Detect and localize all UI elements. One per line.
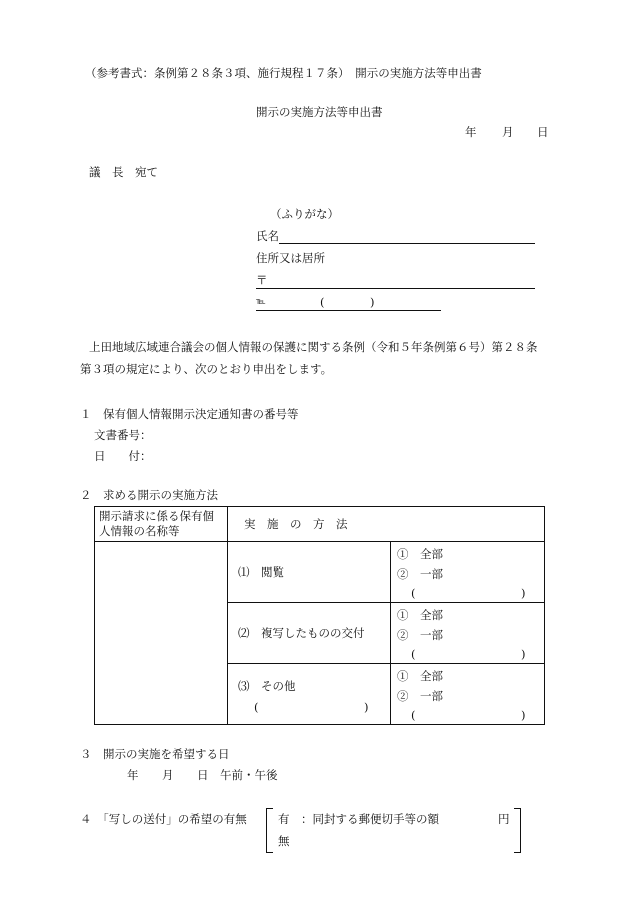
preferred-year-label: 年 — [127, 768, 139, 782]
method-cell-2 — [228, 603, 391, 664]
doc-date-label: 日 付： — [94, 449, 152, 463]
postal-mark: 〒 — [256, 273, 268, 287]
document-title: 開示の実施方法等申出書 — [256, 105, 383, 119]
table-header-row — [95, 507, 545, 542]
preferred-day-label: 日 — [197, 768, 209, 782]
option-paren-close: ) — [521, 708, 526, 722]
option-partial[interactable]: ② 一部 — [397, 567, 443, 581]
method-label: ⑵ 複写したものの交付 — [238, 626, 365, 640]
option-paren-open: ( — [411, 586, 416, 600]
option-paren-close: ) — [521, 586, 526, 600]
method-label: ⑴ 閲覧 — [238, 565, 284, 579]
header-info-name: 開示請求に係る保有個人情報の名称等 — [99, 509, 214, 538]
left-bracket — [266, 808, 273, 853]
method-cell-1 — [228, 542, 391, 603]
body-text-line1: 上田地域広域連合議会の個人情報の保護に関する条例（令和５年条例第６号）第２８条 — [89, 340, 538, 354]
tel-label: ℡ — [256, 297, 266, 307]
preferred-month-label: 月 — [162, 768, 174, 782]
method-other-paren-open: ( — [254, 700, 259, 714]
preferred-ampm[interactable]: 午前・午後 — [220, 768, 278, 782]
option-paren-open: ( — [411, 647, 416, 661]
option-paren-open: ( — [411, 708, 416, 722]
info-name-entry-cell[interactable] — [95, 542, 228, 725]
section3-title: ３ 開示の実施を希望する日 — [80, 747, 230, 761]
name-field-line[interactable] — [279, 243, 535, 244]
method-label: ⑶ その他 — [238, 679, 296, 693]
addressee: 議 長 宛て — [89, 165, 158, 179]
option-all[interactable]: ① 全部 — [397, 608, 443, 622]
tel-paren-open: ( — [320, 295, 325, 309]
date-day-label: 日 — [537, 125, 549, 139]
right-bracket — [514, 808, 521, 853]
header-method: 実 施 の 方 法 — [244, 517, 348, 531]
tel-field-line[interactable] — [256, 310, 441, 311]
section2-title: ２ 求める開示の実施方法 — [80, 488, 218, 502]
option-partial[interactable]: ② 一部 — [397, 628, 443, 642]
address-field-line[interactable] — [256, 288, 535, 289]
option-cell-2 — [391, 603, 545, 664]
disclosure-method-table — [94, 506, 545, 725]
date-month-label: 月 — [502, 125, 514, 139]
option-cell-3 — [391, 664, 545, 725]
table-row — [95, 542, 545, 603]
date-year-label: 年 — [465, 125, 477, 139]
mail-copy-yes[interactable]: 有 ：同封する郵便切手等の額 — [278, 812, 439, 826]
option-all[interactable]: ① 全部 — [397, 669, 443, 683]
tel-paren-close: ) — [370, 295, 375, 309]
mail-copy-no[interactable]: 無 — [278, 834, 290, 848]
reference-line: （参考書式：条例第２８条３項、施行規程１７条） 開示の実施方法等申出書 — [85, 66, 482, 80]
option-partial[interactable]: ② 一部 — [397, 689, 443, 703]
address-label: 住所又は居所 — [256, 251, 325, 265]
name-label: 氏名 — [256, 229, 279, 243]
yen-label: 円 — [498, 812, 510, 826]
method-other-paren-close: ) — [364, 700, 369, 714]
header-method-cell — [228, 507, 545, 542]
option-paren-close: ) — [521, 647, 526, 661]
option-cell-1 — [391, 542, 545, 603]
option-all[interactable]: ① 全部 — [397, 547, 443, 561]
header-info-name-cell — [95, 507, 228, 542]
method-cell-3 — [228, 664, 391, 725]
section1-title: １ 保有個人情報開示決定通知書の番号等 — [80, 407, 299, 421]
section4-title: ４ 「写しの送付」の希望の有無 — [80, 812, 247, 826]
furigana-label: （ふりがな） — [270, 207, 339, 221]
body-text-line2: 第３項の規定により、次のとおり申出をします。 — [80, 362, 333, 376]
doc-number-label: 文書番号： — [94, 428, 152, 442]
